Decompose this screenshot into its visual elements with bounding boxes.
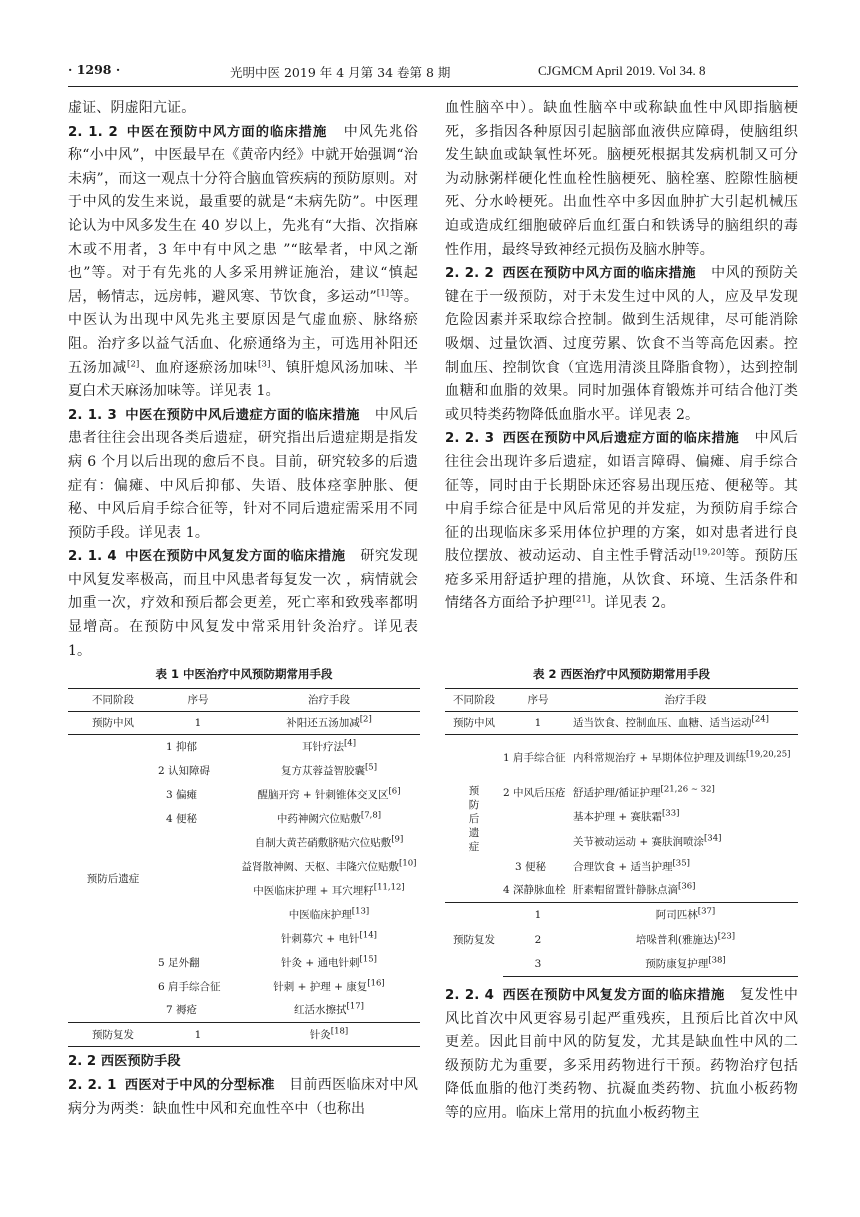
table-row: 自制大黄芒硝敷脐贴穴位贴敷[9] [254,834,404,849]
right-column [445,97,798,616]
table-row: 3 便秘 合理饮食 + 适当护理[35] [515,858,690,873]
table-row: 5 足外翻 针灸 + 通电针刺[15] [158,954,377,969]
table-row: 基本护理 + 赛肤霜[33] [573,808,680,823]
table-row: 6 肩手综合征 针刺 + 护理 + 康复[16] [158,978,385,993]
citation: [1] [376,288,390,299]
section-2-2-3: 2. 2. 3 西医在预防中风后遗症方面的临床措施 中风后往往会出现许多后遗症，如语言障碍、偏瘫、肩手综合征等，同时由于长期卧床还容易出现压疮、便秘等。其中肩手综合征是中风后常见的并发症，为预防肩手综合征的出现临床多采用体位护理的方案，如对患者进行良肢位摆放、被动运动、自主性手臂活动[19,20]等。预防压疮多采用舒适护理的措施，从饮食、环境、生活条件和情绪各方面给予护理[21]。详见表 2。 [445,430,798,612]
table-1 [68,688,420,1047]
section-heading: 2. 1. 2 中医在预防中风方面的临床措施 [68,124,328,140]
table-header: 不同阶段 [68,689,158,712]
table-row: 4 深静脉血栓 肝素帽留置针静脉点滴[36] [503,881,696,897]
section-2-1-3: 2. 1. 3 中医在预防中风后遗症方面的临床措施 中风后患者往往会出现各类后遗症，研究指出后遗症期是指发病 6 个月以后出现的愈后不良。目前，研究较多的后遗症有：偏瘫、中风后抑郁、失语、肢体痉挛肿胀、便秘、中风后肩手综合征等，针对不同后遗症需采用不同预防手段。详见表 1。 [68,406,418,541]
table-row: 预防中风 1 适当饮食、控制血压、血糖、适当运动[24] [445,712,798,735]
table-row: 3 预防康复护理[38] [445,952,798,977]
paragraph: 虚证、阴虚阳亢证。 [68,100,196,116]
header-rule [68,86,798,87]
table-row: 4 便秘 中药神阙穴位贴敷[7,8] [166,810,382,825]
section-heading: 2. 1. 3 中医在预防中风后遗症方面的临床措施 [68,407,360,423]
section-2-2-2: 2. 2. 2 西医在预防中风方面的临床措施 中风的预防关键在于一级预防，对于未发生过中风的人，应及早发现危险因素并采取综合控制。做到生活规律，尽可能消除吸烟、过量饮酒、过度劳累、饮食不当等高危因素。控制血压、控制饮食（宜选用清淡且降脂食物），达到控制血糖和血脂的效果。同时加强体育锻炼并可结合他汀类或贝特类药物降低血脂水平。详见表 2。 [445,265,798,423]
citation: [2] [126,358,140,369]
citation: [19,20] [693,547,726,558]
table-row: 预防复发 1 阿司匹林[37] [445,903,798,928]
table-row: 预防后遗症 1 抑郁 耳针疗法[4] [86,738,357,885]
section-2-1-4: 2. 1. 4 中医在预防中风复发方面的临床措施 研究发现中风复发率极高，而且中风患者每复发一次 ，病情就会加重一次，疗效和预后都会更差，死亡率和致残率都明显增高。在预防中风复发中常采用针灸治疗。详见表 1。 [68,548,418,659]
table-header: 治疗手段 [573,689,798,712]
paragraph: 血性脑卒中）。缺血性脑卒中或称缺血性中风即指脑梗死，多指因各种原因引起脑部血液供应障碍，使脑组织发生缺血或缺氧性坏死。脑梗死根据其发病机制又可分为动脉粥样硬化性血栓性脑梗死、脑栓塞、腔隙性脑梗死、分水岭梗死。出血性卒中多因血肿扩大引起机械压迫或造成红细胞破碎后血红蛋白和铁诱导的脑组织的毒性作用，最终导致神经元损伤及脑水肿等。 [445,100,798,258]
section-heading: 2. 2. 4 西医在预防中风复发方面的临床措施 [445,988,725,1003]
citation: [21] [572,594,591,605]
table-row: 关节被动运动 + 赛肤润喷涂[34] [573,833,722,848]
journal-name-cn: 光明中医 2019 年 4 月第 34 卷第 8 期 [230,65,451,80]
section-2-2-heading: 2. 2 西医预防手段 [68,1054,181,1069]
section-2-2-1: 2. 2. 1 西医对于中风的分型标准 目前西医临床对中风病分为两类：缺血性中风和充血性卒中（也称出 [68,1077,418,1117]
table-header: 序号 [158,689,238,712]
section-2-1-2: 2. 1. 2 中医在预防中风方面的临床措施 中风先兆俗称“小中风”，中医最早在《黄帝内经》中就开始强调“治未病”，而这一观点十分符合脑血管疾病的预防原则。对于中风的发生来说，最重要的就是“未病先防”。中医理论认为中风多发生在 40 岁以上，先兆有“大指、次指麻木或不用者，3 年中有中风之患 ”“眩晕者，中风之渐也”等。对于有先兆的人多采用辨证施治，建议“慎起居，畅情志，远房帏，避风寒、节饮食，多运动”[1]等。中医认为出现中风先兆主要原因是气虚血瘀、脉络瘀阻。治疗多以益气活血、化瘀通络为主，可选用补阳还五汤加减[2]、血府逐瘀汤加味[3]、镇肝熄风汤加味、半夏白术天麻汤加味等。详见表 1。 [68,123,418,400]
table-row: 2 中风后压疮 舒适护理/循证护理[21,26 ~ 32] [503,784,715,799]
table-row: 2 认知障碍 复方苁蓉益智胶囊[5] [158,762,378,777]
section-2-2-4: 2. 2. 4 西医在预防中风复发方面的临床措施 复发性中风比首次中风更容易引起严重残疾，且预后比首次中风更差。因此目前中风的防复发，尤其是缺血性中风的二级预防尤为重要，多采用药物进行干预。药物治疗包括降低血脂的他汀类药物、抗凝血类药物、抗血小板药物等的应用。临床上常用的抗血小板药物主 [445,987,798,1121]
table-row: 针刺募穴 + 电针[14] [281,930,377,945]
table-row: 2 培哚普利(雅施达)[23] [534,931,736,946]
section-heading: 2. 2. 1 西医对于中风的分型标准 [68,1078,275,1093]
table-2 [445,688,798,977]
table-row: 7 褥疮 红活水擦拭[17] [166,1001,364,1017]
table-2-caption: 表 2 西医治疗中风预防期常用手段 [532,667,710,681]
table-row: 预防复发 1 针灸[18] [68,1023,420,1047]
table-header: 治疗手段 [238,689,420,712]
left-column-bottom [68,1074,418,1121]
table-1-caption: 表 1 中医治疗中风预防期常用手段 [155,667,333,681]
left-column [68,97,418,663]
table-row: 预防中风 1 补阳还五汤加减[2] [68,712,420,735]
page-number: · 1298 · [68,62,121,77]
running-header [68,62,798,82]
table-row: 中医临床护理[13] [288,906,370,921]
table-header: 序号 [503,689,573,712]
journal-name-en: CJGMCM April 2019. Vol 34. 8 [538,63,706,78]
table-header: 不同阶段 [445,689,503,712]
table-row: 中医临床护理 + 耳穴埋籽[11,12] [253,882,405,897]
section-heading: 2. 1. 4 中医在预防中风复发方面的临床措施 [68,549,346,565]
table-row: 3 偏瘫 醒脑开窍 + 针刺锥体交叉区[6] [166,786,401,801]
table-row: 益肾散神阙、天枢、丰隆穴位贴敷[10] [241,858,417,873]
section-heading: 2. 2. 3 西医在预防中风后遗症方面的临床措施 [445,431,740,447]
section-heading: 2. 2. 2 西医在预防中风方面的临床措施 [445,266,697,282]
right-column-bottom [445,984,798,1126]
table-row: 预防后遗症 1 肩手综合征 内科常规治疗 + 早期体位护理及训练[19,20,25] [468,749,791,853]
citation: [3] [258,358,271,369]
